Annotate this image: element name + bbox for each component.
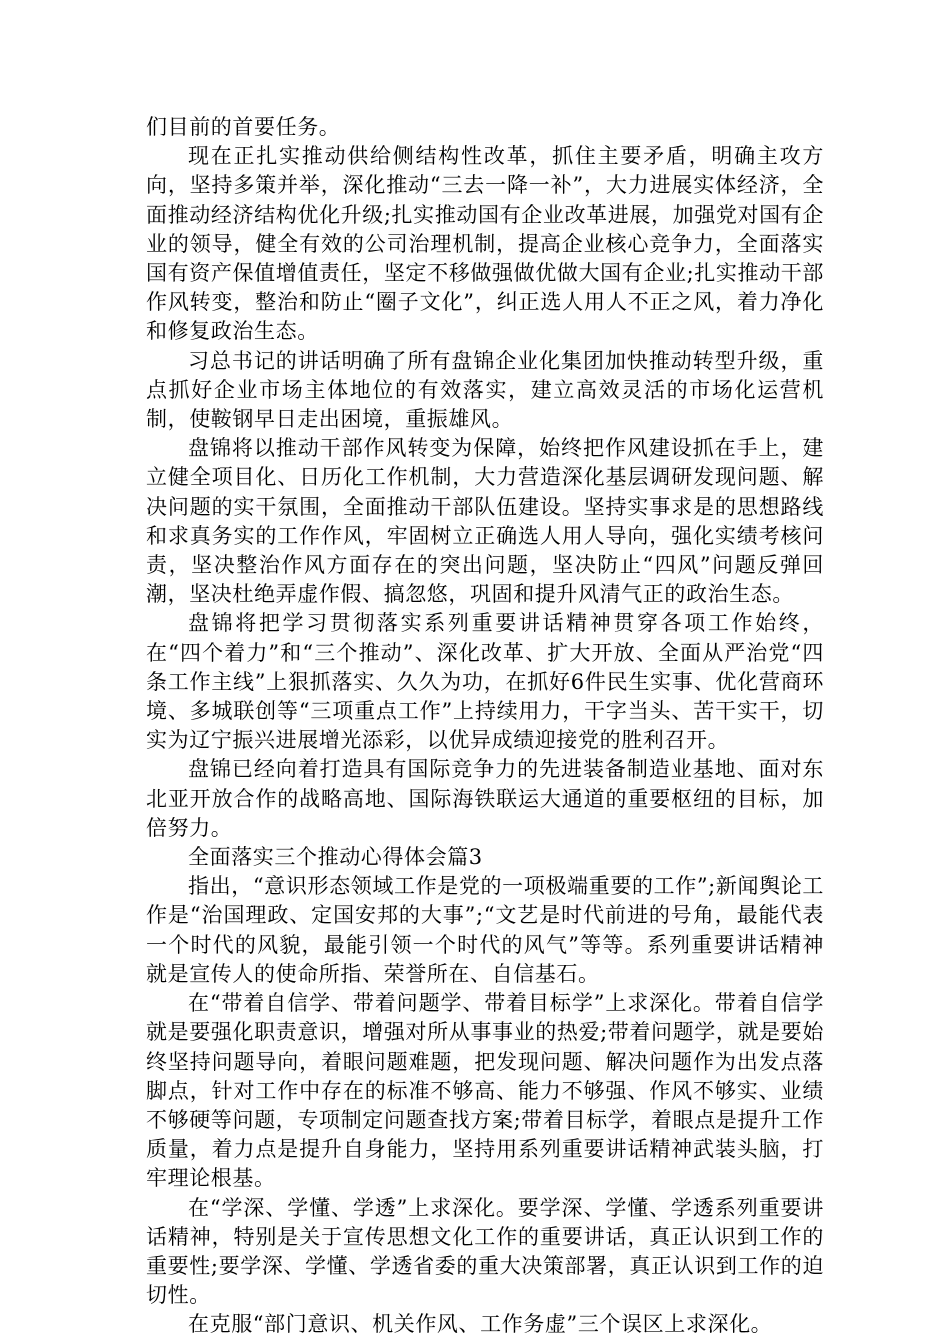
paragraph-cadre-style: 盘锦将以推动干部作风转变为保障，始终把作风建设抓在手上，建立健全项目化、日历化工作机制，大力营造深化基层调研发现问题、解决问题的实干氛围，全面推动干部队伍建设。坚持实事求是的思想路线和求真务实的工作作风，牢固树立正确选人用人导向，强化实绩考核问责，坚决整治作风方面存在的突出问题，坚决防止“四风”问题反弹回潮，坚决杜绝弄虚作假、搞忽悠，巩固和提升风清气正的政治生态。 (146, 436, 824, 607)
paragraph-three-ways-study: 在“带着自信学、带着问题学、带着目标学”上求深化。带着自信学就是要强化职责意识，增强对所从事事业的热爱;带着问题学，就是要始终坚持问题导向，着眼问题难题，把发现问题、解决问题作为出发点落脚点，针对工作中存在的标准不够高、能力不够强、作风不够实、业绩不够硬等问题，专项制定问题查找方案;带着目标学，着眼点是提升工作质量，着力点是提升自身能力，坚持用系列重要讲话精神武装头脑，打牢理论根基。 (146, 991, 824, 1191)
section-heading: 全面落实三个推动心得体会篇3 (188, 845, 483, 870)
paragraph-speech-significance: 习总书记的讲话明确了所有盘锦企业化集团加快推动转型升级，重点抓好企业市场主体地位的有效落实，建立高效灵活的市场化运营机制，使鞍钢早日走出困境，重振雄风。 (146, 348, 824, 432)
paragraph-study-deeply: 在“学深、学懂、学透”上求深化。要学深、学懂、学透系列重要讲话精神，特别是关于宣传思想文化工作的重要讲话，真正认识到工作的重要性;要学深、学懂、学透省委的重大决策部署，真正认识到工作的迫切性。 (146, 1195, 824, 1308)
paragraph-continuation: 们目前的首要任务。 (146, 115, 341, 139)
document-body (146, 113, 824, 1340)
paragraph-implementation: 盘锦将把学习贯彻落实系列重要讲话精神贯穿各项工作始终，在“四个着力”和“三个推动”、深化改革、扩大开放、全面从严治党“四条工作主线”上狠抓落实、久久为功，在抓好6件民生实事、优化营商环境、多城联创等“三项重点工作”上持续用力，干字当头、苦干实干，切实为辽宁振兴进展增光添彩，以优异成绩迎接党的胜利召开。 (146, 611, 824, 753)
paragraph-ideology-work: 指出，“意识形态领域工作是党的一项极端重要的工作”;新闻舆论工作是“治国理政、定国安邦的大事”;“文艺是时代前进的号角，最能代表一个时代的风貌，最能引领一个时代的风气”等等。系列重要讲话精神就是宣传人的使命所指、荣誉所在、自信基石。 (146, 874, 824, 986)
paragraph-three-misconceptions: 在克服“部门意识、机关作风、工作务虚”三个误区上求深化。 (188, 1312, 773, 1337)
paragraph-supply-side-reform: 现在正扎实推动供给侧结构性改革，抓住主要矛盾，明确主攻方向，坚持多策并举，深化推动“三去一降一补”，大力进展实体经济，全面推动经济结构优化升级;扎实推动国有企业改革进展，加强党对国有企业的领导，健全有效的公司治理机制，提高企业核心竞争力，全面落实国有资产保值增值责任，坚定不移做强做优做大国有企业;扎实推动干部作风转变，整治和防止“圈子文化”，纠正选人用人不正之风，着力净化和修复政治生态。 (146, 144, 824, 344)
paragraph-goals: 盘锦已经向着打造具有国际竞争力的先进装备制造业基地、面对东北亚开放合作的战略高地、国际海铁联运大通道的重要枢纽的目标，加倍努力。 (146, 757, 824, 840)
